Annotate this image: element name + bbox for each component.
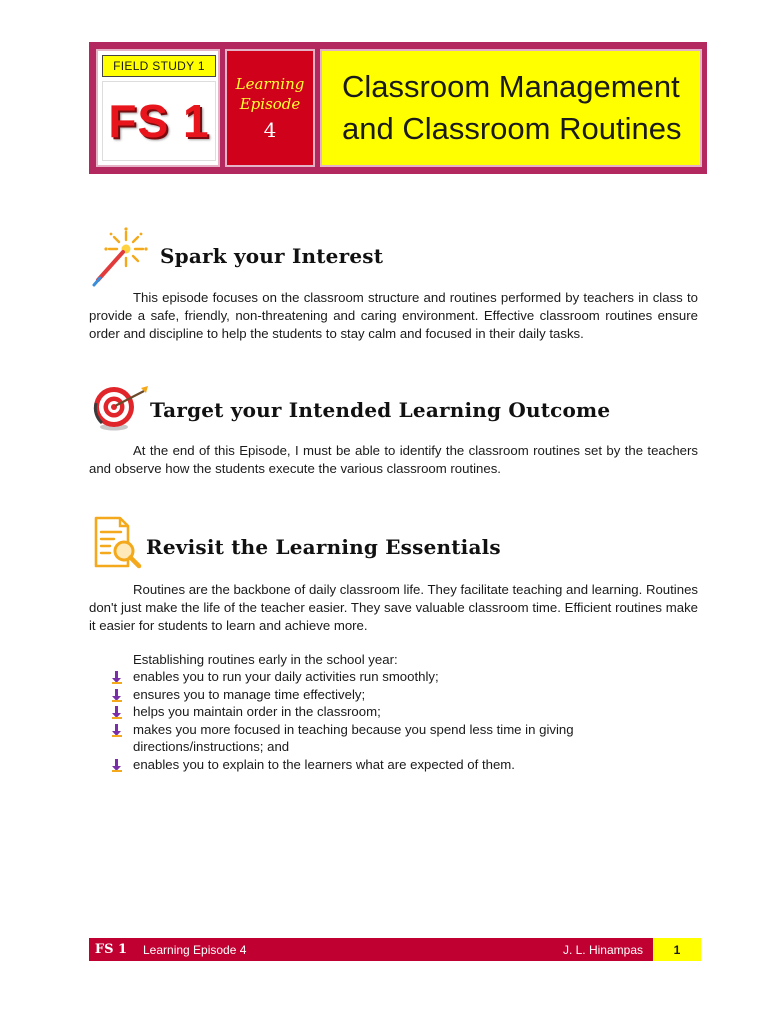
list-item-text: ensures you to manage time effectively; — [133, 686, 366, 702]
spark-heading — [160, 244, 383, 268]
header-banner — [89, 42, 707, 174]
target-icon — [92, 383, 150, 433]
page-number: 1 — [653, 938, 701, 961]
episode-number: 4 — [263, 118, 277, 142]
footer-bar — [133, 938, 653, 961]
page-footer — [89, 938, 701, 961]
list-item — [110, 703, 670, 721]
target-heading — [150, 398, 610, 422]
list-item-text: enables you to run your daily activities run smoothly; — [133, 669, 439, 684]
document-search-icon — [92, 514, 144, 570]
list-item — [110, 721, 670, 756]
revisit-paragraph — [89, 581, 698, 635]
list-item-text: makes you more focused in teaching because you spend less time in giving directions/instructions; and — [133, 721, 574, 754]
footer-episode: Learning Episode 4 — [143, 942, 247, 957]
sparkler-icon — [90, 226, 152, 290]
spark-title: Spark your Interest — [160, 244, 384, 268]
target-text: At the end of this Episode, I must be able to identify the classroom routines set by the teachers and observe how the students execute the various classroom routines. — [89, 443, 698, 476]
page-title-line2: and Classroom Routines — [342, 111, 682, 146]
list-item-text: helps you maintain order in the classroom; — [133, 704, 381, 719]
revisit-text: Routines are the backbone of daily classroom life. They facilitate teaching and learning. Routines don't just make the life of the teacher easier. They save valuable classroom time. Efficient routines make it easier for students to learn and achieve more. — [89, 582, 698, 633]
arrow-bullet-icon — [110, 705, 124, 719]
routines-list — [110, 668, 670, 773]
episode-word-learning: Learning — [235, 75, 305, 93]
spark-text: This episode focuses on the classroom structure and routines performed by teachers in class to provide a safe, friendly, non-threatening and caring environment. Effective classroom routines ensure order and discipline to help the students to stay calm and focused in their daily tasks. — [89, 290, 698, 341]
target-paragraph — [89, 442, 698, 478]
list-item — [110, 668, 670, 686]
fs-logo-text: FS 1 — [102, 81, 216, 161]
revisit-heading — [146, 535, 501, 559]
field-study-label: FIELD STUDY 1 — [102, 55, 216, 77]
target-title: Target your Intended Learning Outcome — [150, 398, 611, 422]
episode-panel — [225, 49, 315, 167]
arrow-bullet-icon — [110, 723, 124, 737]
arrow-bullet-icon — [110, 688, 124, 702]
list-item-text: enables you to explain to the learners what are expected of them. — [133, 756, 515, 772]
list-item — [110, 756, 670, 774]
arrow-bullet-icon — [110, 670, 124, 684]
fs-panel — [96, 49, 220, 167]
arrow-bullet-icon — [110, 758, 124, 772]
routines-list-intro: Establishing routines early in the school year: — [133, 652, 398, 667]
revisit-title: Revisit the Learning Essentials — [146, 535, 501, 559]
footer-author: J. L. Hinampas — [562, 942, 643, 957]
spark-paragraph — [89, 289, 698, 343]
footer-fs-label: FS 1 — [89, 938, 133, 961]
page-title-line1: Classroom Management — [342, 69, 680, 104]
list-item — [110, 686, 670, 704]
title-panel — [320, 49, 702, 167]
episode-word-episode: Episode — [239, 95, 301, 113]
